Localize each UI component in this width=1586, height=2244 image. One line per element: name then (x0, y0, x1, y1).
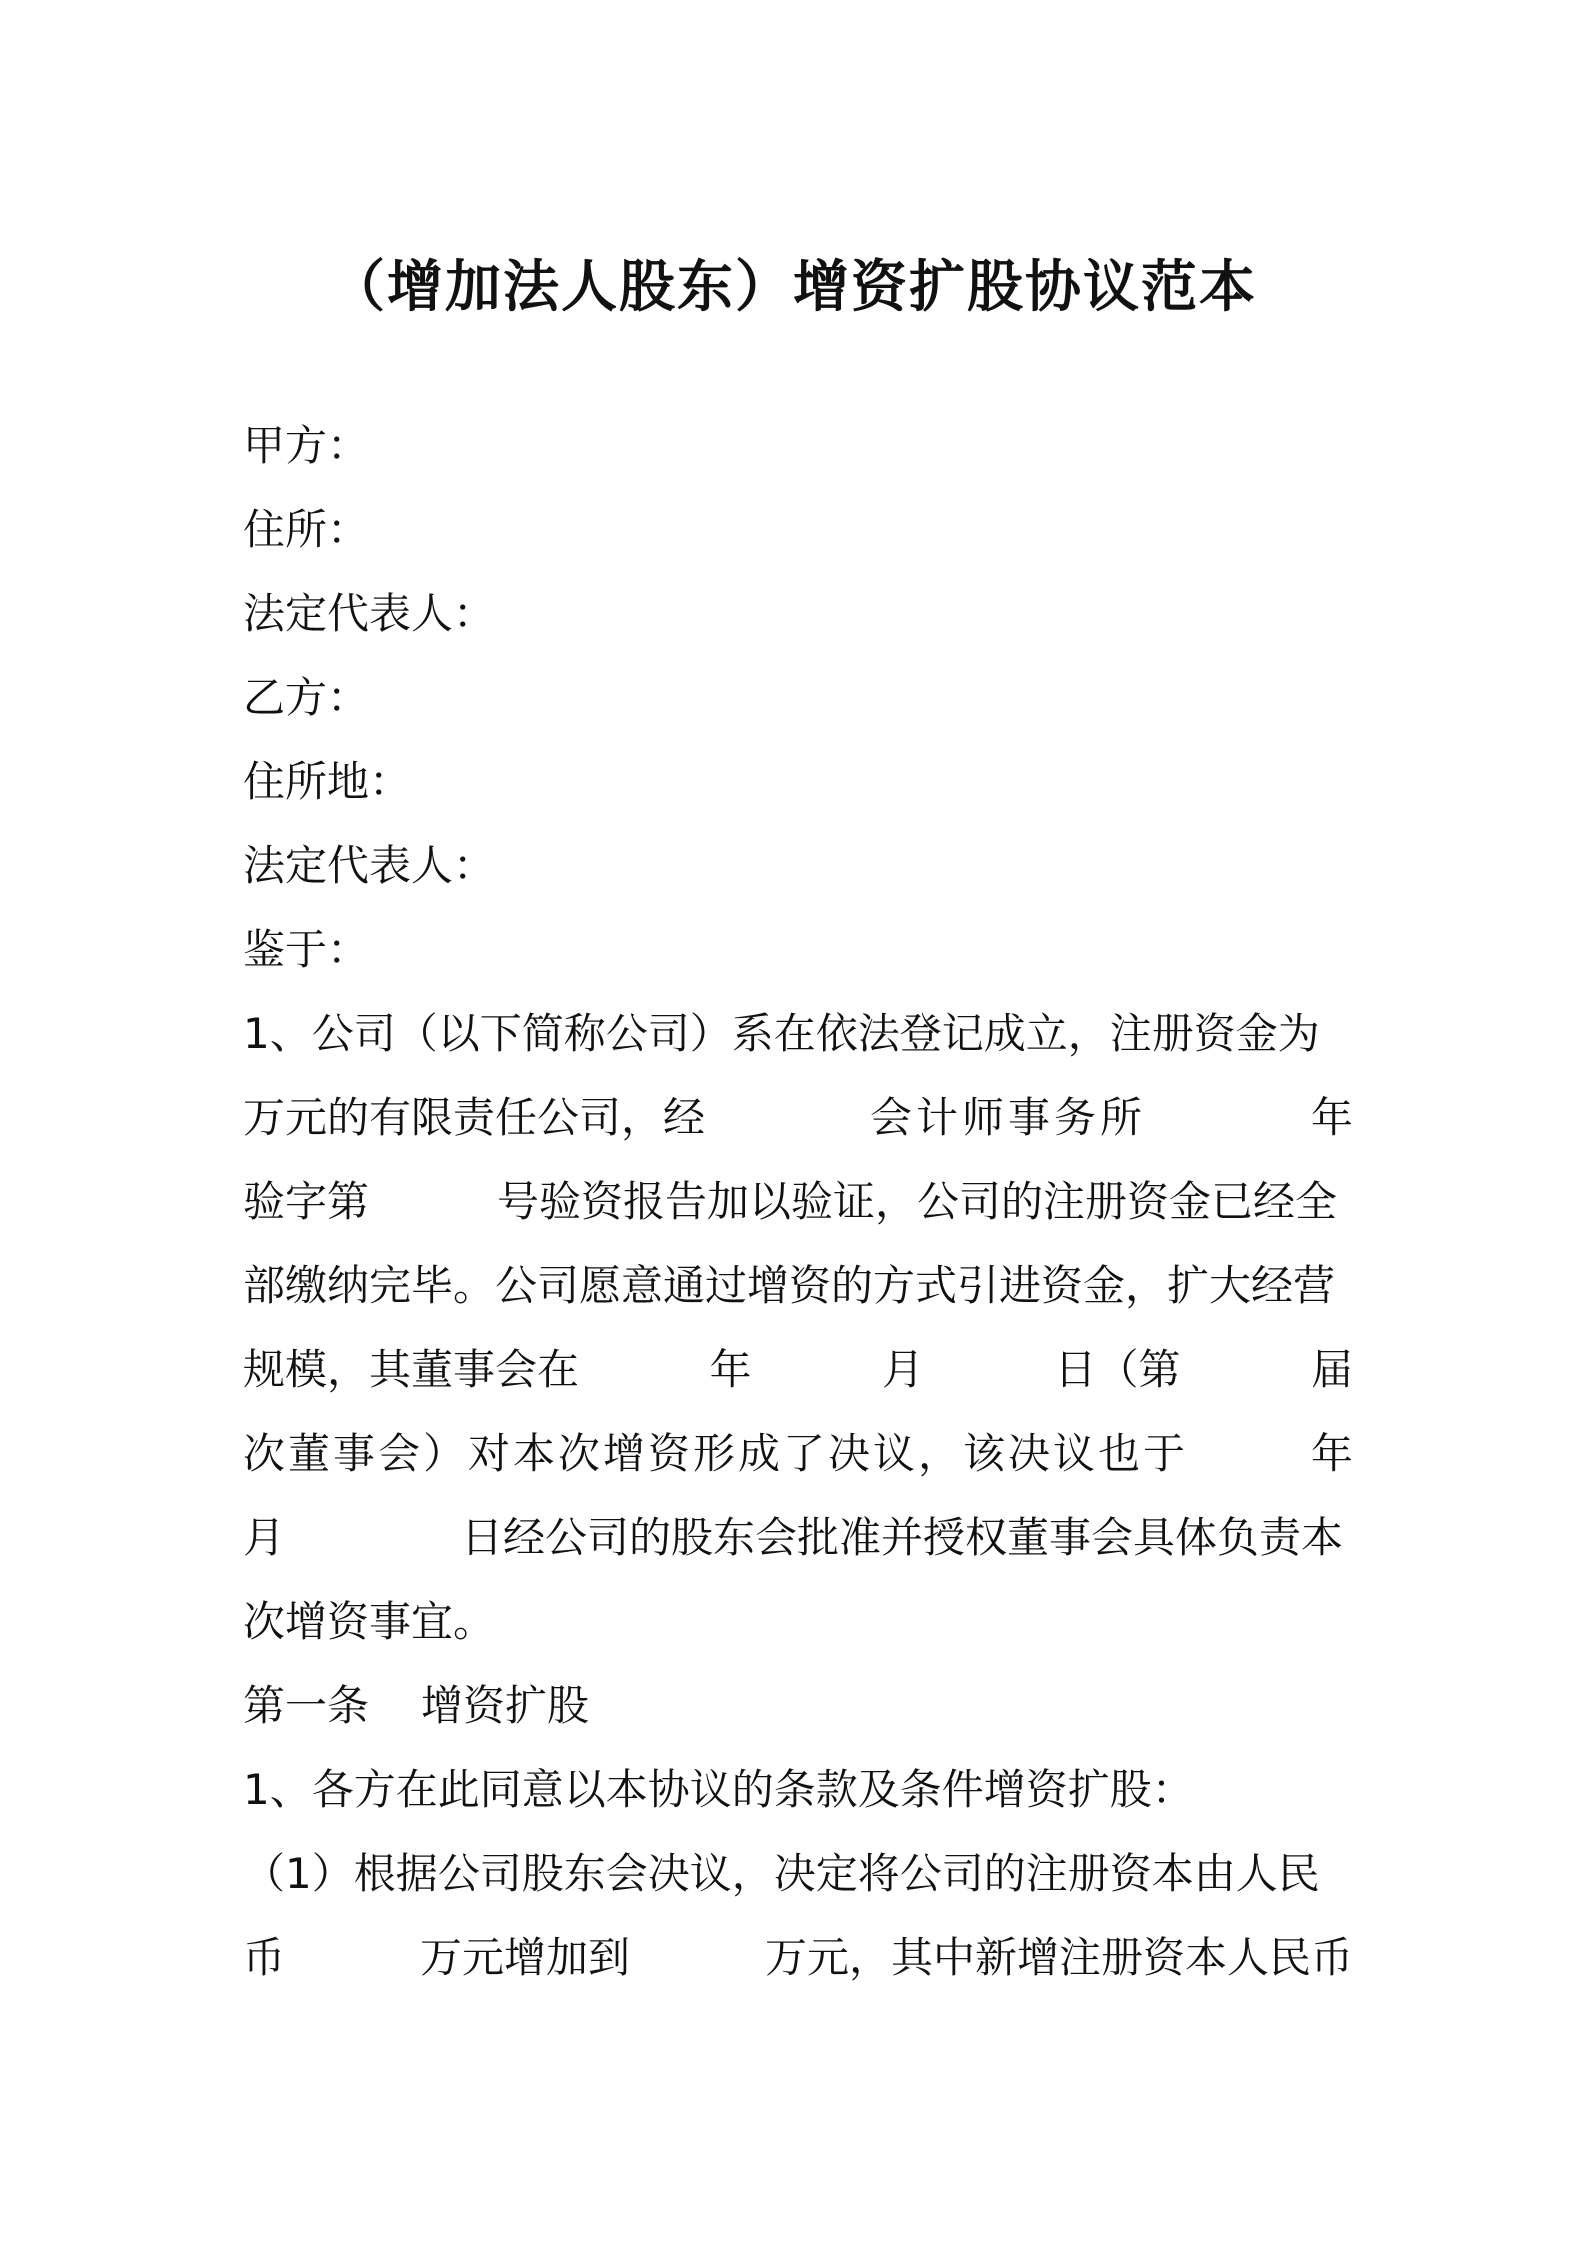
article-1-sub-1-cont-seg-2: 万元增加到 (419, 1933, 630, 1982)
party-a-field: 甲方： (243, 421, 370, 470)
article-1-sub-1: （1）根据公司股东会决议，决定将公司的注册资本由人民 (243, 1849, 1320, 1898)
recital-line-5-seg-3: 月 (881, 1345, 924, 1394)
legal-rep-b-field: 法定代表人： (243, 841, 496, 890)
recital-line-3 (243, 1160, 1353, 1244)
recital-line-5 (243, 1328, 1353, 1412)
article-1-title: 增资扩股 (421, 1681, 590, 1730)
recital-line-1: 1、公司（以下简称公司）系在依法登记成立，注册资金为 (243, 1009, 1320, 1058)
article-1-number: 第一条 (243, 1681, 370, 1730)
recital-line-3-seg-2: 号验资报告加以验证，公司的注册资金已经全 (497, 1177, 1338, 1226)
recital-line-6 (243, 1412, 1353, 1496)
recital-line-7-seg-2: 日经公司的股东会批准并授权董事会具体负责本 (461, 1513, 1344, 1562)
address-field: 住所： (243, 505, 370, 554)
article-1-sub-1-cont (243, 1916, 1353, 2000)
article-1-item-1: 1、各方在此同意以本协议的条款及条件增资扩股： (243, 1765, 1194, 1814)
article-1-sub-1-cont-seg-3: 万元，其中新增注册资本人民币 (764, 1933, 1353, 1982)
article-1-heading (243, 1664, 1353, 1748)
recital-line-7-seg-1: 月 (243, 1513, 286, 1562)
recital-line-5-seg-1: 规模，其董事会在 (243, 1345, 580, 1394)
recital-line-5-seg-2: 年 (709, 1345, 752, 1394)
article-1-sub-1-cont-seg-1: 币 (243, 1933, 286, 1982)
recital-line-6-seg-2: 年 (1310, 1429, 1353, 1478)
legal-rep-a-field: 法定代表人： (243, 589, 496, 638)
recital-line-7 (243, 1496, 1353, 1580)
recital-line-3-seg-1: 验字第 (243, 1177, 370, 1226)
recital-line-2-seg-3: 年 (1310, 1093, 1353, 1142)
recital-line-5-seg-5: 届 (1310, 1345, 1353, 1394)
recital-line-2 (243, 1076, 1353, 1160)
recital-line-4: 部缴纳完毕。公司愿意通过增资的方式引进资金，扩大经营 (243, 1261, 1336, 1310)
whereas-label: 鉴于： (243, 925, 370, 974)
recital-line-6-seg-1: 次董事会）对本次增资形成了决议，该决议也于 (243, 1429, 1189, 1478)
recital-line-5-seg-4: 日（第 (1054, 1345, 1181, 1394)
document-title: （增加法人股东）增资扩股协议范本 (329, 255, 1257, 320)
recital-line-2-seg-2: 会计师事务所 (869, 1093, 1146, 1142)
document-body (243, 404, 1353, 2000)
recital-line-8: 次增资事宜。 (243, 1597, 496, 1646)
party-b-field: 乙方： (243, 673, 370, 722)
recital-line-2-seg-1: 万元的有限责任公司，经 (243, 1093, 706, 1142)
address-b-field: 住所地： (243, 757, 412, 806)
